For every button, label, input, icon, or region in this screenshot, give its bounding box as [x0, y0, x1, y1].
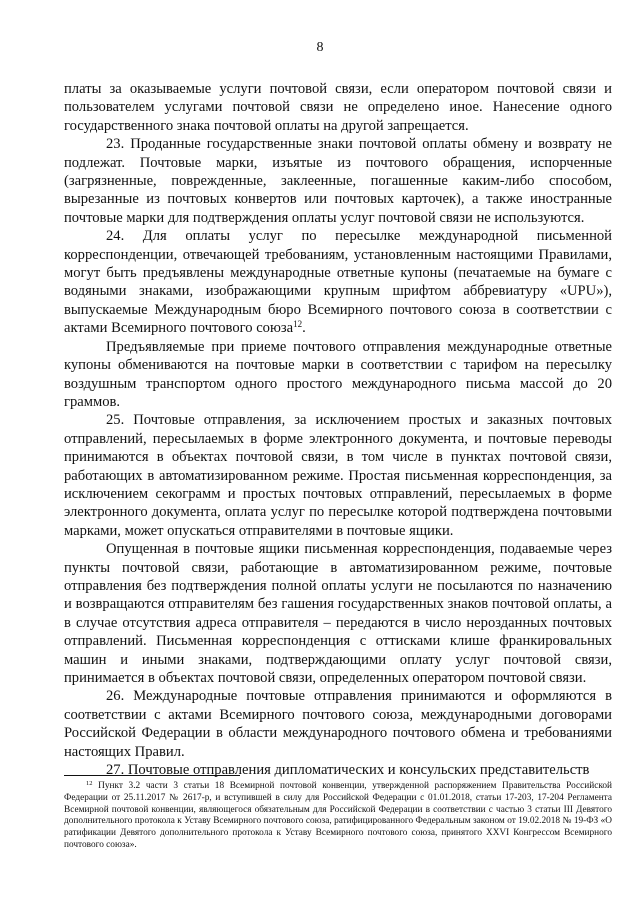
footnote-marker: 12: [86, 780, 93, 787]
footnote-reference[interactable]: 12: [293, 319, 303, 330]
footnote-12: [64, 781, 612, 852]
paragraph-mailboxes: Опущенная в почтовые ящики письменная корреспонденция, подаваемые через пункты почтовой связи, работающие в автоматизированном режиме, почтовые отправления без подтверждения полной оплаты услуги не посылаются по назначению и возвращаются отправителям без гашения государственных знаков почтовой оплаты, а в случае отсутствия адреса отправителя – передаются в число нерозданных почтовых отправлений. Письменная корреспонденция с оттисками клише франкировальных машин и иными знаками, подтверждающими оплату услуг почтовой связи, принимается в объектах почтовой связи, определенных оператором почтовой связи.: [64, 541, 612, 686]
paragraph-reply-coupons: Предъявляемые при приеме почтового отправления международные ответные купоны обмениваются на почтовые марки в соответствии с тарифом на пересылку воздушным транспортом одного простого международного письма массой до 20 граммов.: [64, 338, 612, 410]
footnote-text: Пункт 3.2 части 3 статьи 18 Всемирной почтовой конвенции, утвержденной распоряжением Правительства Российской Федерации от 25.11.2017 № 2617-р, и вступившей в силу для Российской Федерации с 01.01.2018, статьи 17-203, 17-204 Регламента Всемирной почтовой конвенции, являющегося обязательным для Российской Федерации в соответствии с частью 3 статьи III Девятого дополнительного протокола к Уставу Всемирного почтового союза, ратифицированного Федеральным законом от 19.02.2018 № 19-ФЗ «О ратификации Девятого дополнительного протокола к Уставу Всемирного почтового союза, принятого XXVI Конгрессом Всемирного почтового союза».: [64, 781, 612, 850]
paragraph-continuation: платы за оказываемые услуги почтовой связи, если оператором почтовой связи и пользователем услугами почтовой связи не определено иное. Нанесение одного государственного знака почтовой оплаты на другой запрещается.: [64, 81, 612, 134]
paragraph-item-27: 27. Почтовые отправления дипломатических и консульских представительств: [106, 762, 590, 779]
paragraph-item-25: 25. Почтовые отправления, за исключением простых и заказных почтовых отправлений, пересылаемых в форме электронного документа, и почтовые переводы принимаются в объектах почтовой связи, в том числе в пунктах почтовой связи, работающих в автоматизированном режиме. Простая письменная корреспонденция, за исключением секограмм и простых почтовых отправлений, пересылаемых в форме электронного документа, оплата услуг по пересылке которой подтверждена почтовыми марками, может опускаться отправителями в почтовые ящики.: [64, 412, 612, 539]
footnote: [64, 781, 612, 852]
paragraph-item-24-text: 24. Для оплаты услуг по пересылке международной письменной корреспонденции, отвечающей требованиям, установленным настоящими Правилами, могут быть предъявлены международные ответные купоны (печатаемые на бумаге с водяными знаками, изображающими крупным шрифтом аббревиатуру «UPU»), выпускаемые Международным бюро Всемирного почтового союза в соответствии с актами Всемирного почтового союза: [64, 228, 612, 337]
paragraph-item-23: 23. Проданные государственные знаки почтовой оплаты обмену и возврату не подлежат. Почтовые марки, изъятые из почтового обращения, испорченные (загрязненные, поврежденные, заклеенные, погашенные каким-либо способом, вырезанные из почтовых конвертов или почтовых карточек), а также иностранные почтовые марки для подтверждения оплаты услуг почтовой связи не используются.: [64, 136, 612, 226]
page-number: 8: [316, 40, 324, 55]
paragraph-item-24-end: .: [302, 320, 306, 337]
paragraph-item-26: 26. Международные почтовые отправления принимаются и оформляются в соответствии с актами Всемирного почтового союза, международными договорами Российской Федерации в области международного почтового обмена и требованиями настоящих Правил.: [64, 688, 612, 760]
document-body: [64, 80, 612, 779]
footnote-separator: [64, 775, 240, 776]
paragraph-item-24: [64, 227, 612, 337]
